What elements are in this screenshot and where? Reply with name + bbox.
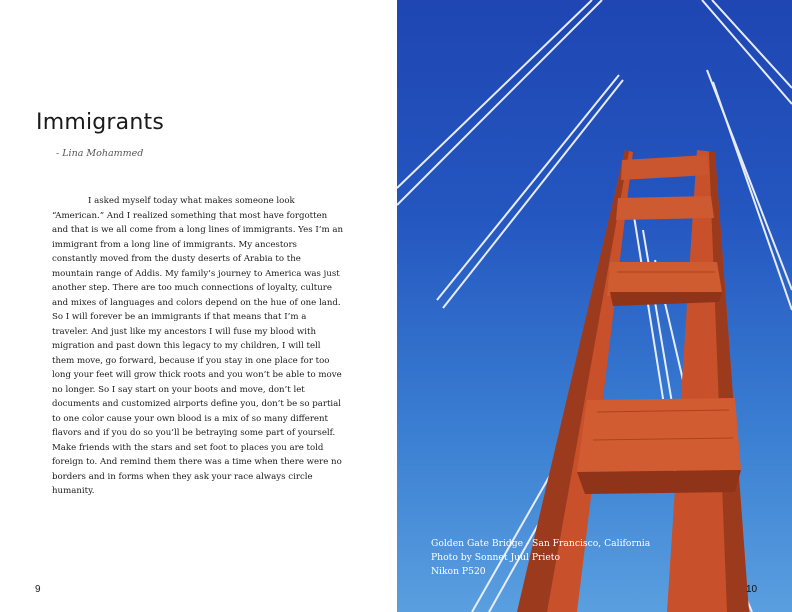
photo-caption [431,537,650,579]
bridge-photo [397,0,792,612]
caption-camera: Nikon P520 [431,566,486,577]
caption-photographer: Photo by Sonnet Juul Prieto [431,552,561,563]
page-number-right: 10 [746,584,758,595]
page-number-left: 9 [35,584,41,595]
poem-author: - Lina Mohammed [56,148,144,159]
caption-location: Golden Gate Bridge - San Francisco, California [431,538,651,549]
tower-crossbeam-main [577,398,741,472]
poem-title: Immigrants [36,110,164,135]
golden-gate-tower-image [397,0,792,612]
poem-body: I asked myself today what makes someone look “American.” And I realized something that most have forgotten and that is we all come from a long lines of immigrants. Yes I’m an immigrant from a long line of immigrants. My ancestors constantly moved from the dusty deserts of Arabia to the mountain range of Addis. My family’s journey to America was just another step. There are too much connections of loyalty, culture and mixes of languages and colors depend on the hue of one land. So I will forever be an immigrants if that means that I’m a traveler. And just like my ancestors I will fuse my blood with migration and past down this legacy to my children, I will tell them move, go forward, because if you stay in one place for too long your feet will grow thick roots and you won’t be able to move no longer. So I say start on your boots and move, don’t let documents and customized airports define you, don’t be so partial to one color cause your own blood is a mix of so many different flavors and if you do so you’ll be betraying some part of yourself. Make friends with the stars and set foot to places you are told foreign to. And remind them there was a time when there were no borders and in forms when they ask your race always circle humanity. [52,196,343,496]
